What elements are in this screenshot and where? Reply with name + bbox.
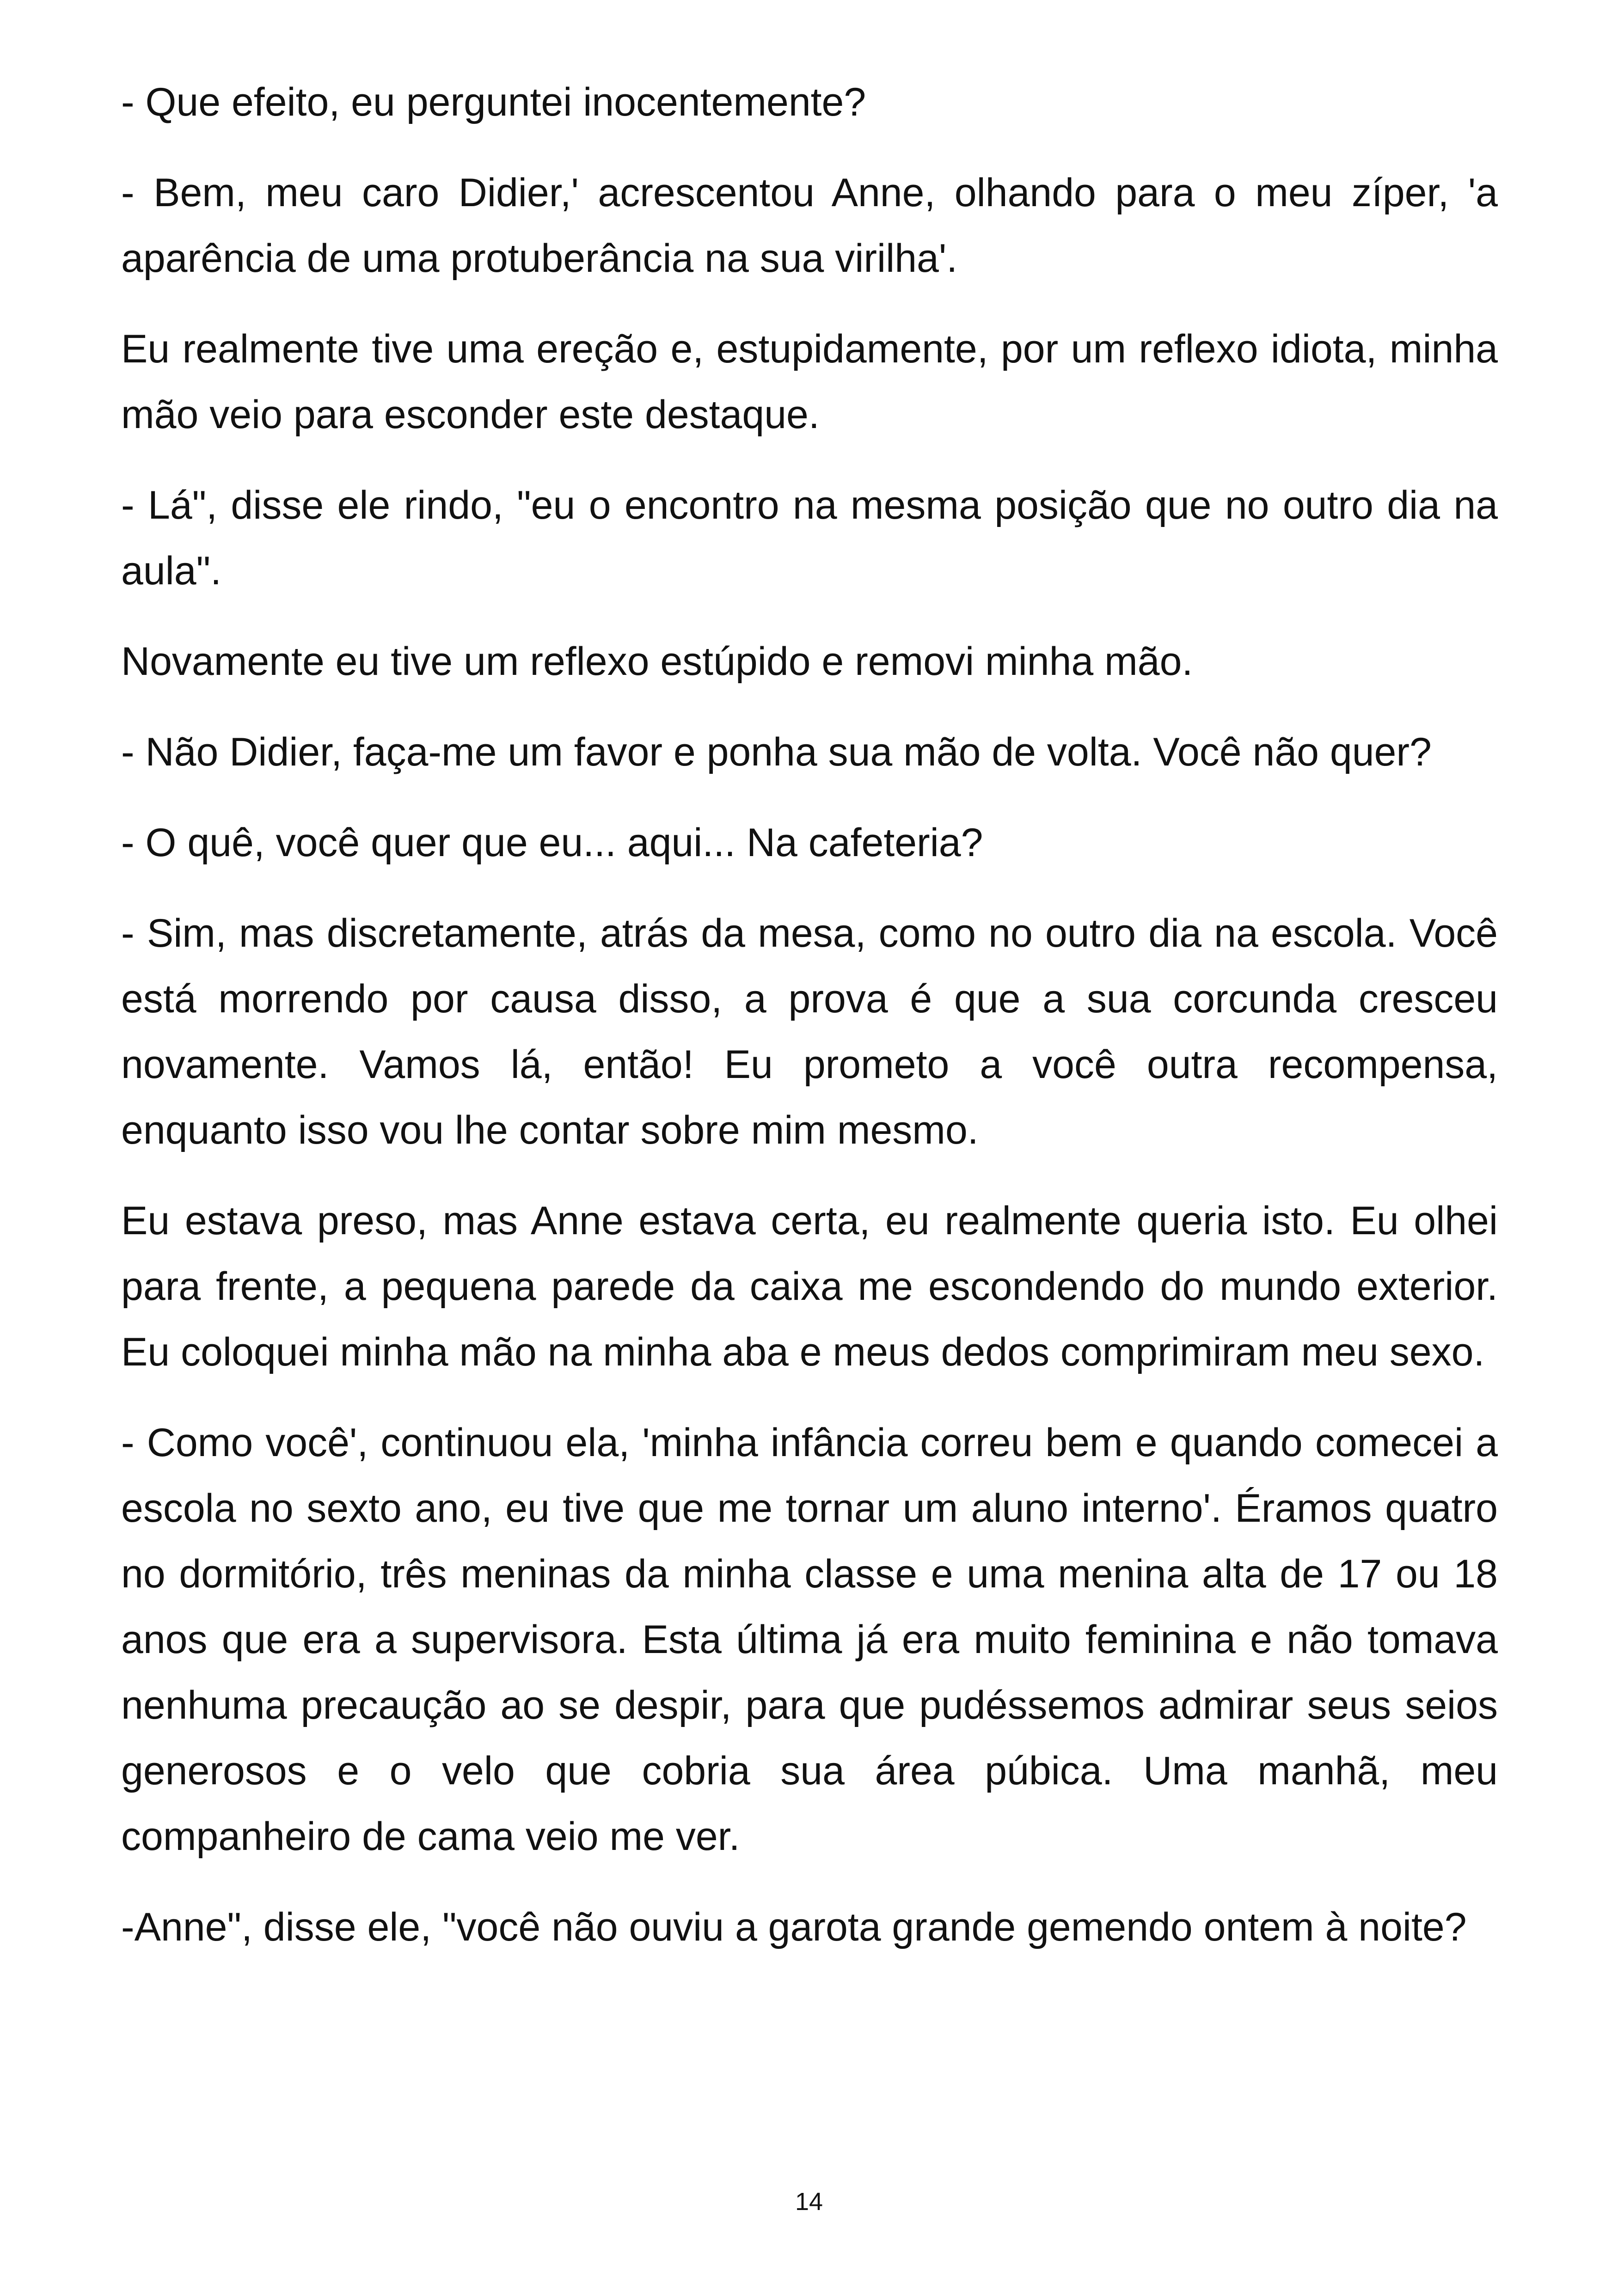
paragraph: Novamente eu tive um reflexo estúpido e removi minha mão.: [121, 639, 1193, 684]
page-body: [121, 69, 1498, 1985]
paragraph: Eu realmente tive uma ereção e, estupidamente, por um reflexo idiota, minha mão veio para esconder este destaque.: [121, 327, 1498, 437]
paragraph: -Anne", disse ele, "você não ouviu a garota grande gemendo ontem à noite?: [121, 1905, 1467, 1949]
paragraph: Eu estava preso, mas Anne estava certa, eu realmente queria isto. Eu olhei para frente, a pequena parede da caixa me escondendo do mundo exterior. Eu coloquei minha mão na minha aba e meus dedos comprimiram meu sexo.: [121, 1199, 1498, 1374]
paragraph: - Bem, meu caro Didier,' acrescentou Anne, olhando para o meu zíper, 'a aparência de uma protuberância na sua virilha'.: [121, 171, 1498, 281]
paragraph: - O quê, você quer que eu... aqui... Na cafeteria?: [121, 820, 983, 865]
paragraph: - Que efeito, eu perguntei inocentemente?: [121, 80, 866, 124]
paragraph: - Lá", disse ele rindo, "eu o encontro na mesma posição que no outro dia na aula".: [121, 483, 1498, 593]
paragraph: - Não Didier, faça-me um favor e ponha sua mão de volta. Você não quer?: [121, 730, 1432, 774]
paragraph: - Sim, mas discretamente, atrás da mesa, como no outro dia na escola. Você está morrendo por causa disso, a prova é que a sua corcunda cresceu novamente. Vamos lá, então! Eu prometo a você outra recompensa, enquanto isso vou lhe contar sobre mim mesmo.: [121, 911, 1498, 1152]
page-number: 14: [795, 2188, 823, 2216]
paragraph: - Como você', continuou ela, 'minha infância correu bem e quando comecei a escola no sexto ano, eu tive que me tornar um aluno interno'. Éramos quatro no dormitório, três meninas da minha classe e uma menina alta de 17 ou 18 anos que era a supervisora. Esta última já era muito feminina e não tomava nenhuma precaução ao se despir, para que pudéssemos admirar seus seios generosos e o velo que cobria sua área púbica. Uma manhã, meu companheiro de cama veio me ver.: [121, 1420, 1498, 1859]
